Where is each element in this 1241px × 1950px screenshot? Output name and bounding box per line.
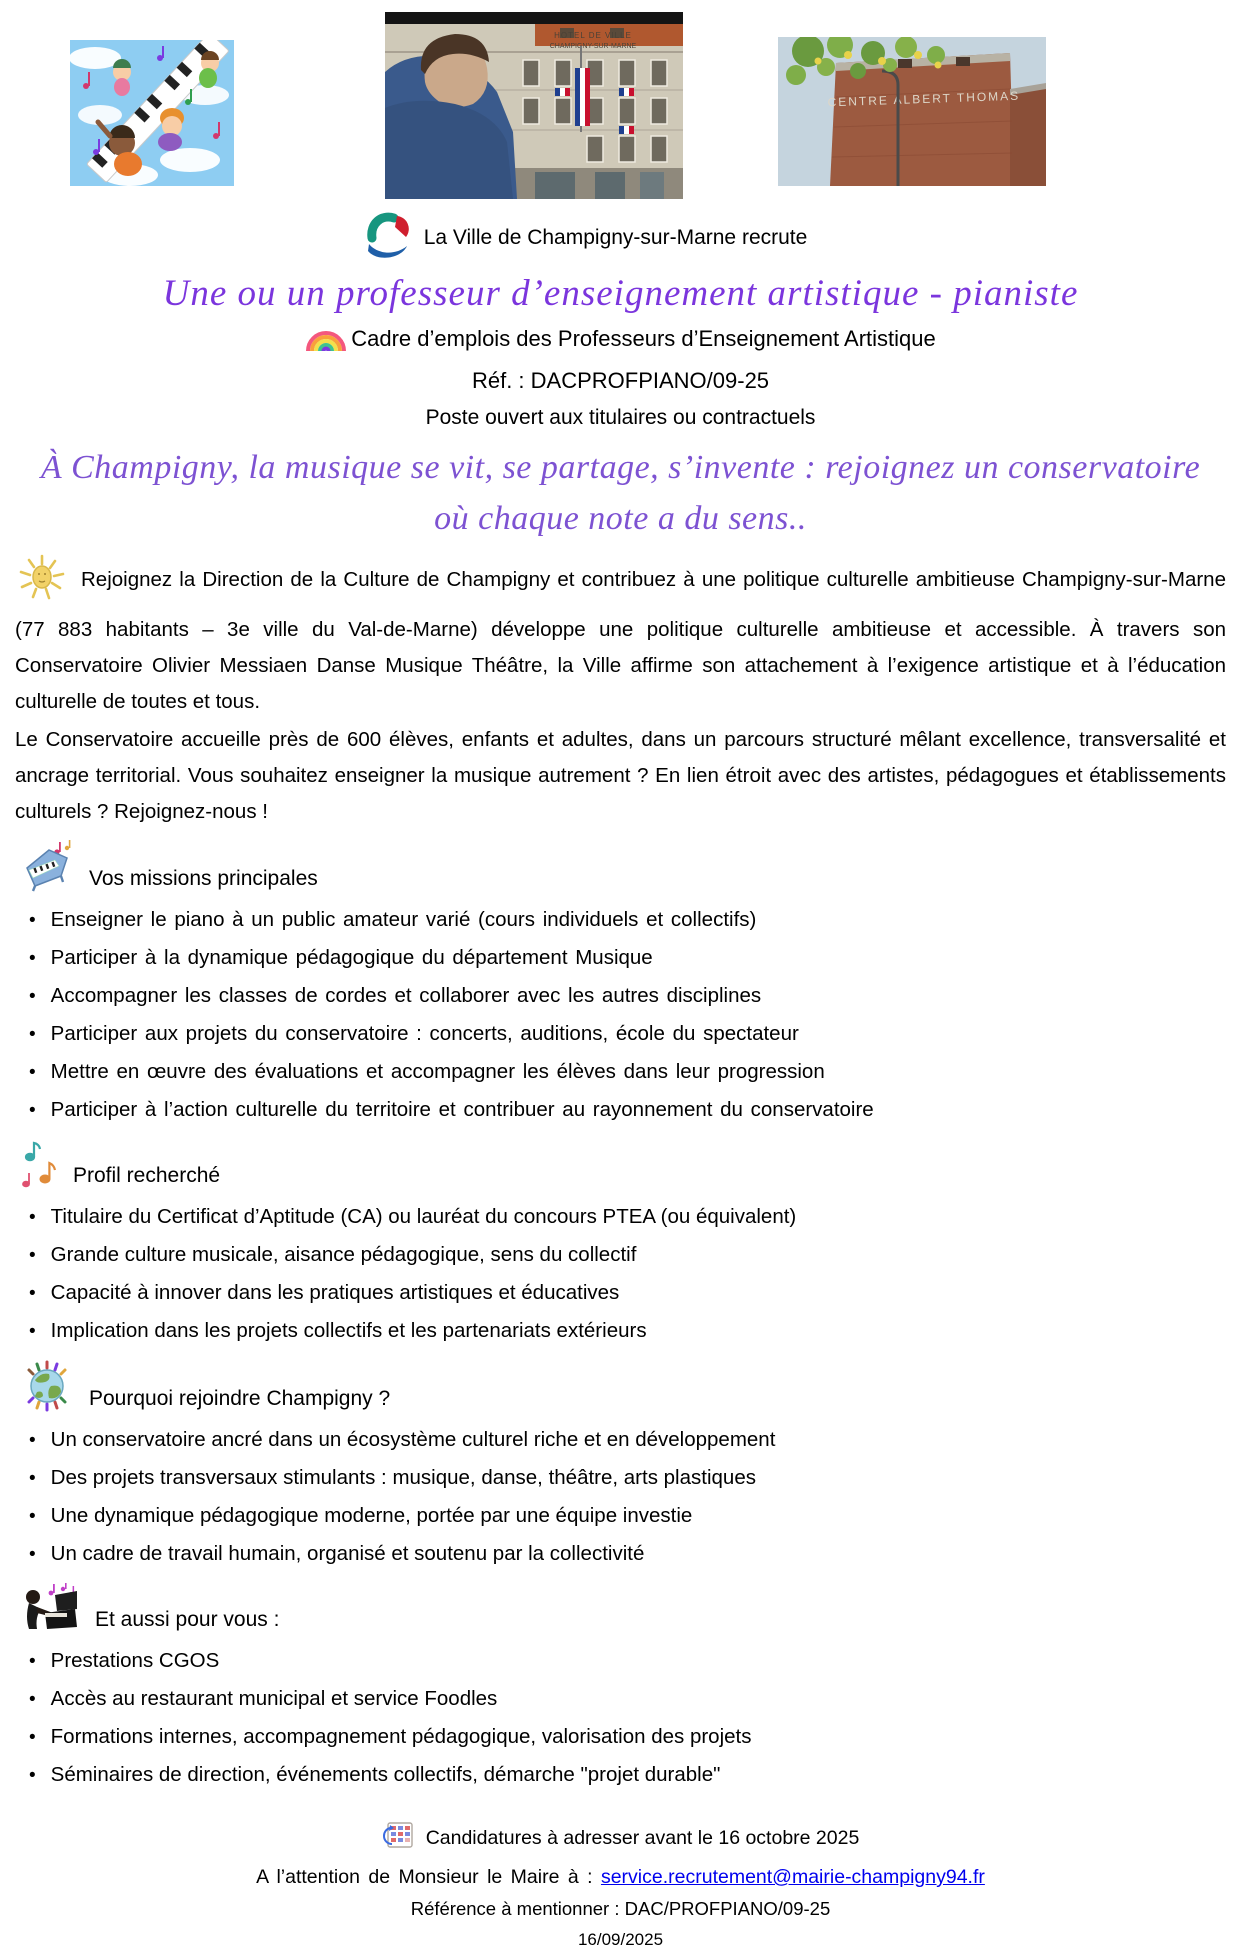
- cadre-row: [15, 319, 1226, 358]
- intro-text-1: Rejoignez la Direction de la Culture de Champigny et contribuez à une politique culturelle ambitieuse Champigny-sur-Marne (77 883 habitants – 3e ville du Val-de-Marne) développe une politique culturelle ambitieuse et accessible. À travers son Conservatoire Olivier Messiaen Danse Musique Théâtre, la Ville affirme son attachement à l’exigence artistique et à l’éducation culturelle de toutes et tous.: [15, 568, 1226, 713]
- section-profil-title: Profil recherché: [73, 1164, 221, 1187]
- deadline-text: Candidatures à adresser avant le 16 octobre 2025: [425, 1826, 860, 1849]
- list-item: • Enseigner le piano à un public amateur varié (cours individuels et collectifs): [29, 901, 1226, 939]
- list-item: • Une dynamique pédagogique moderne, portée par une équipe investie: [29, 1497, 1226, 1535]
- list-item: • Accompagner les classes de cordes et collaborer avec les autres disciplines: [29, 977, 1226, 1015]
- header-photos: [15, 0, 1226, 205]
- recruitment-email-link[interactable]: service.recrutement@mairie-champigny94.fr: [600, 1866, 985, 1888]
- list-item: • Des projets transversaux stimulants : musique, danse, théâtre, arts plastiques: [29, 1459, 1226, 1497]
- footer: [15, 1820, 1226, 1950]
- contact-prefix: A l’attention de Monsieur le Maire à :: [256, 1866, 593, 1888]
- contact-row: [15, 1866, 1226, 1889]
- reference-line: Réf. : DACPROFPIANO/09-25: [471, 368, 770, 393]
- list-item: • Participer aux projets du conservatoire : concerts, auditions, école du spectateur: [29, 1015, 1226, 1053]
- calendar-icon: [382, 1820, 414, 1856]
- list-item: • Implication dans les projets collectifs et les partenariats extérieurs: [29, 1312, 1226, 1350]
- building-sign-line1: HOTEL DE VILLE: [554, 31, 632, 40]
- building-sign-line2: CHAMPIGNY-SUR-MARNE: [549, 43, 637, 50]
- kid-top-left: [113, 59, 131, 96]
- section-missions-title: Vos missions principales: [89, 867, 318, 890]
- posting-date: 16/09/2025: [577, 1930, 664, 1949]
- missions-list: [15, 901, 1226, 1129]
- pourquoi-list: [15, 1421, 1226, 1573]
- list-item: • Grande culture musicale, aisance pédagogique, sens du collectif: [29, 1236, 1226, 1274]
- photo-hotel-de-ville: [385, 12, 683, 199]
- list-item: • Participer à la dynamique pédagogique du département Musique: [29, 939, 1226, 977]
- champigny-logo-icon: [364, 211, 410, 264]
- intro-paragraph-1: [15, 554, 1226, 720]
- section-pourquoi-header: [21, 1360, 1226, 1417]
- section-avantages-header: [21, 1583, 1226, 1638]
- illustration-children-piano: [70, 40, 234, 186]
- cadre-line: Cadre d’emplois des Professeurs d’Enseignement Artistique: [351, 325, 936, 351]
- list-item: • Un cadre de travail humain, organisé et soutenu par la collectivité: [29, 1535, 1226, 1573]
- page-title: Une ou un professeur d’enseignement artistique - pianiste: [162, 273, 1079, 314]
- list-item: • Participer à l’action culturelle du territoire et contribuer au rayonnement du conservatoire: [29, 1091, 1226, 1129]
- profil-list: [15, 1198, 1226, 1350]
- music-notes-icon: [21, 1139, 57, 1194]
- section-profil-header: [21, 1139, 1226, 1194]
- rainbow-icon: [305, 319, 347, 358]
- photo-centre-albert-thomas: [778, 37, 1046, 186]
- list-item: • Titulaire du Certificat d’Aptitude (CA) ou lauréat du concours PTEA (ou équivalent): [29, 1198, 1226, 1236]
- list-item: • Prestations CGOS: [29, 1642, 1226, 1680]
- list-item: • Séminaires de direction, événements collectifs, démarche "projet durable": [29, 1756, 1226, 1794]
- deadline-row: [15, 1820, 1226, 1856]
- intro-paragraph-2: Le Conservatoire accueille près de 600 élèves, enfants et adultes, dans un parcours structuré mêlant excellence, transversalité et ancrage territorial. Vous souhaitez enseigner la musique autrement ? En lien étroit avec des artistes, pédagogues et établissements culturels ? Rejoignez-nous !: [15, 728, 1226, 823]
- list-item: • Formations internes, accompagnement pédagogique, valorisation des projets: [29, 1718, 1226, 1756]
- list-item: • Un conservatoire ancré dans un écosystème culturel riche et en développement: [29, 1421, 1226, 1459]
- recruiter-row: [0, 211, 1191, 264]
- sun-icon: [19, 554, 65, 612]
- reference-footer: Référence à mentionner : DAC/PROFPIANO/09-25: [410, 1898, 831, 1919]
- avantages-list: [15, 1642, 1226, 1794]
- globe-people-icon: [21, 1360, 73, 1417]
- list-item: • Mettre en œuvre des évaluations et accompagner les élèves dans leur progression: [29, 1053, 1226, 1091]
- list-item: • Accès au restaurant municipal et service Foodles: [29, 1680, 1226, 1718]
- list-item: • Capacité à innover dans les pratiques artistiques et éducatives: [29, 1274, 1226, 1312]
- recruiter-line: La Ville de Champigny-sur-Marne recrute: [423, 225, 808, 249]
- pianist-silhouette-icon: [21, 1583, 79, 1638]
- tagline: À Champigny, la musique se vit, se partage, s’invente : rejoignez un conservatoire où chaque note a du sens..: [40, 449, 1201, 537]
- poste-line: Poste ouvert aux titulaires ou contractuels: [425, 406, 816, 429]
- section-pourquoi-title: Pourquoi rejoindre Champigny ?: [89, 1387, 391, 1410]
- section-missions-header: [21, 840, 1226, 897]
- section-avantages-title: Et aussi pour vous :: [95, 1608, 280, 1631]
- building-sign: CENTRE ALBERT THOMAS: [827, 88, 1021, 110]
- grand-piano-icon: [21, 840, 73, 897]
